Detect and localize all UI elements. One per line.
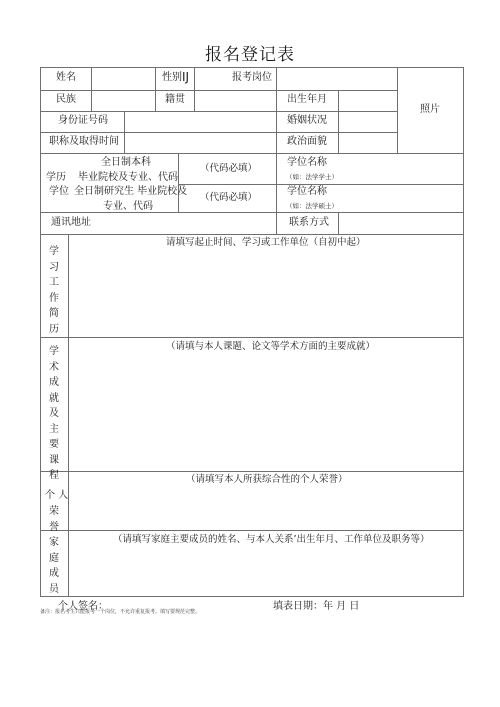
ethnicity-label: 民族 <box>56 94 76 105</box>
academic-hint: （请填与本人课题、论文等学术方面的主要成就） <box>166 341 376 352</box>
family-hint: （请填写家庭主要成员的姓名、与本人关系’出生年月、工作单位及职务等） <box>113 534 430 545</box>
political-status-field[interactable] <box>339 133 396 152</box>
family-field[interactable] <box>69 531 462 595</box>
birth-label: 出生年月 <box>287 94 327 105</box>
bachelor-example: （如：法学学士） <box>286 173 338 181</box>
degree-label: 学位 <box>49 186 69 197</box>
id-number-label: 身份证号码 <box>58 115 108 126</box>
id-number-field[interactable] <box>125 112 275 131</box>
position-field[interactable] <box>277 68 396 89</box>
phone-label: 联系方式 <box>289 217 329 228</box>
title-label: 职称及取得时间 <box>49 136 119 147</box>
origin-label: 籍贯 <box>165 94 185 105</box>
undergrad-school-field[interactable] <box>179 154 275 183</box>
honors-label-bottom: 荣誉 <box>49 506 59 533</box>
fulltime-undergrad-label: 全日制本科 <box>101 157 151 168</box>
academic-label: 学术成就及主要课程 <box>49 346 59 481</box>
marital-status-field[interactable] <box>339 112 396 131</box>
political-status-label: 政治面貌 <box>287 136 327 147</box>
title-field[interactable] <box>125 133 275 152</box>
phone-field[interactable] <box>339 213 462 233</box>
position-label: 报考岗位 <box>232 72 272 83</box>
ethnicity-field[interactable] <box>92 91 154 110</box>
name-label: 姓名 <box>56 72 76 83</box>
form-title: 报名登记表 <box>205 45 295 65</box>
academic-field[interactable] <box>69 338 462 470</box>
fulltime-undergrad-school-label: 毕业院校及专业、代码 <box>78 172 178 183</box>
gender-field[interactable] <box>195 68 229 89</box>
origin-field[interactable] <box>195 91 275 110</box>
footer-note: 备注：报名考生只能报考一个岗位，不允许重复报考。填写要规范完整。 <box>40 609 201 615</box>
master-example: （如：法学硕士） <box>286 202 338 210</box>
grad-code-hint: （代码必填） <box>200 192 258 203</box>
fill-date-label: 填表日期：年 月 日 <box>273 601 360 612</box>
honors-hint: （请填写本人所获综合性的个人荣誉） <box>186 474 348 485</box>
address-field[interactable] <box>92 213 275 233</box>
photo-box[interactable] <box>398 68 462 152</box>
signature-label: 个人签名： <box>58 601 108 612</box>
honors-field[interactable] <box>69 472 462 529</box>
gender-label: 性别 <box>162 72 182 83</box>
address-label: 通讯地址 <box>51 217 91 228</box>
name-field[interactable] <box>92 68 154 89</box>
grad-school-field[interactable] <box>179 185 275 211</box>
resume-hint: 请填写起止时间、学习或工作单位（自初中起） <box>166 237 366 248</box>
bachelor-degree-name-label: 学位名称 <box>287 157 327 168</box>
education-label: 学历 <box>46 172 66 183</box>
photo-label: 照片 <box>420 104 440 115</box>
resume-field[interactable] <box>69 235 462 336</box>
marital-status-label: 婚姻状况 <box>287 115 327 126</box>
master-degree-name-label: 学位名称 <box>287 186 327 197</box>
resume-label: 学习工作简历 <box>49 246 59 335</box>
fulltime-grad-major-label: 专业、代码 <box>103 201 153 212</box>
family-label: 家庭成员 <box>49 537 59 595</box>
honors-label-top: 个 人 <box>45 490 69 501</box>
gender-mark: IJ <box>182 70 190 84</box>
birth-field[interactable] <box>339 91 396 110</box>
undergrad-code-hint: （代码必填） <box>200 163 258 174</box>
fulltime-grad-label: 全日制研究生 毕业院校及 <box>74 186 188 197</box>
